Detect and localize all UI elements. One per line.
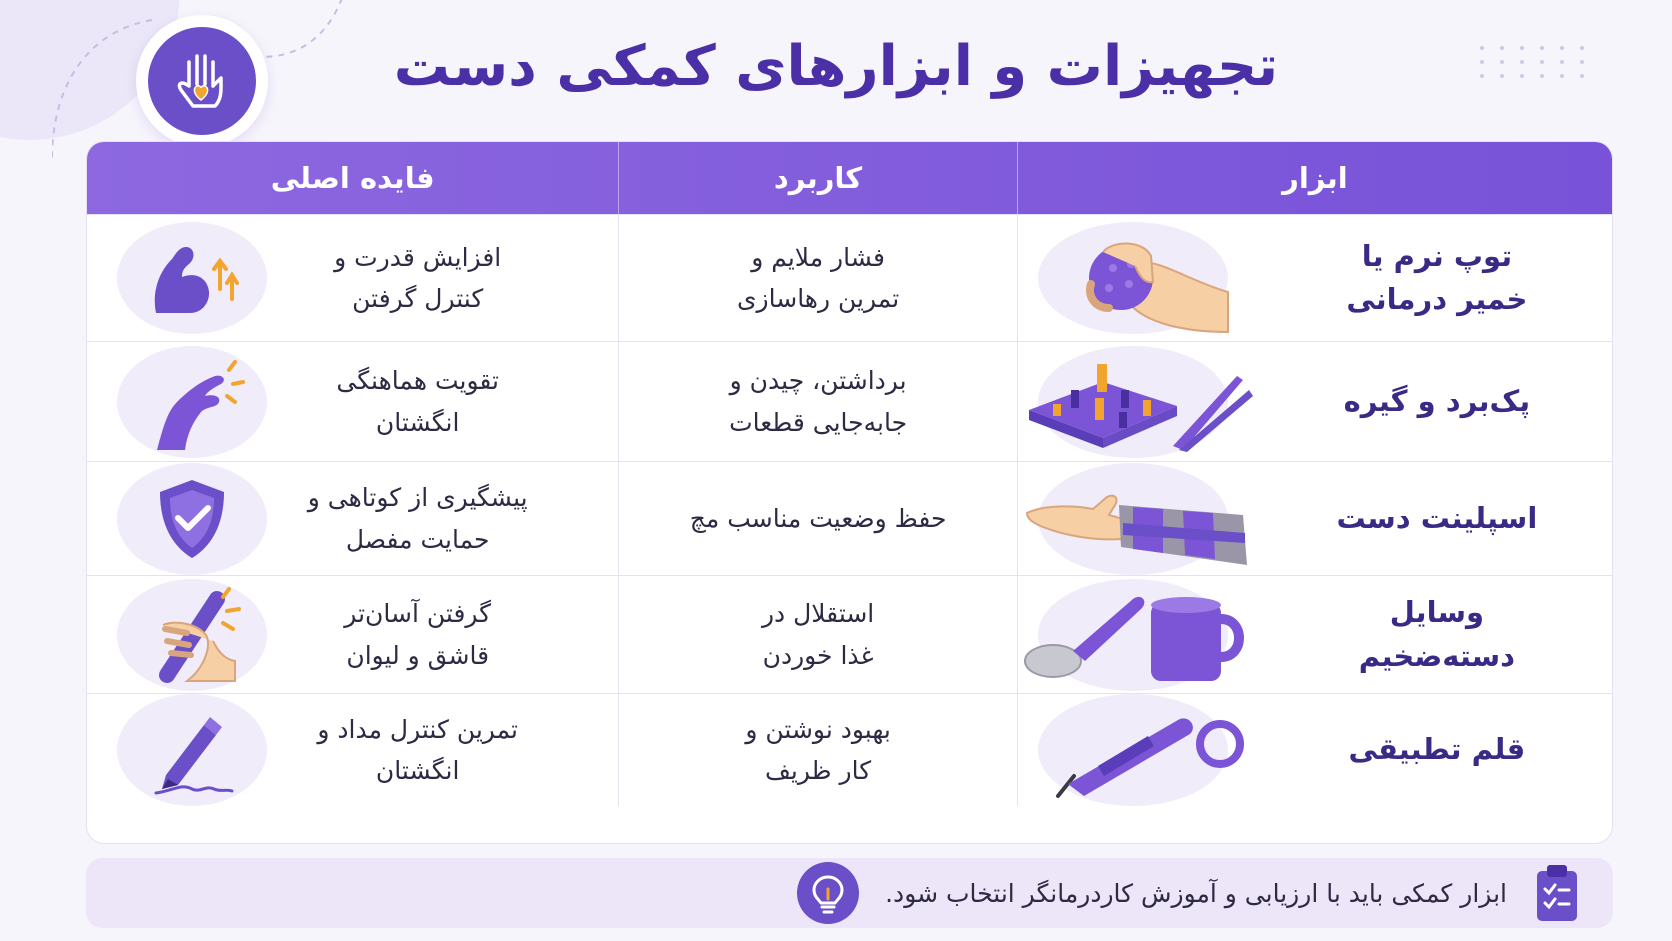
pegboard-tweezers-icon bbox=[1023, 346, 1253, 458]
benefit-text: پیشگیری از کوتاهی و حمایت مفصل bbox=[307, 483, 528, 554]
tool-image bbox=[1018, 694, 1258, 806]
clipboard-check-icon bbox=[1533, 863, 1581, 923]
use-text: حفظ وضعیت مناسب مچ bbox=[689, 503, 947, 533]
tool-image bbox=[1018, 222, 1258, 334]
shield-check-icon bbox=[152, 474, 232, 564]
tool-name: توپ نرم یا خمیر درمانی bbox=[1346, 238, 1528, 316]
tool-name: وسایل دسته‌ضخیم bbox=[1358, 595, 1516, 673]
header-tool: ابزار bbox=[1282, 161, 1348, 195]
use-text: فشار ملایم و تمرین رهاسازی bbox=[736, 242, 900, 313]
page-title: تجهیزات و ابزارهای کمکی دست bbox=[393, 34, 1279, 99]
pencil-writing-icon bbox=[142, 705, 242, 795]
benefit-text: تقویت هماهنگی انگشتان bbox=[336, 366, 499, 437]
flexed-arm-icon bbox=[142, 233, 242, 323]
tool-name: اسپلینت دست bbox=[1336, 500, 1538, 535]
benefit-text: افزایش قدرت و کنترل گرفتن bbox=[334, 242, 502, 313]
footer-note bbox=[86, 858, 1613, 928]
benefit-text: گرفتن آسان‌تر قاشق و لیوان bbox=[344, 599, 492, 670]
footer-text: ابزار کمکی باید با ارزیابی و آموزش کاردرمانگر انتخاب شود. bbox=[885, 878, 1507, 908]
table-row bbox=[87, 693, 1612, 806]
header-benefit: فایده اصلی bbox=[270, 161, 435, 195]
use-text: استقلال در غذا خوردن bbox=[761, 599, 875, 670]
tool-name: پک‌برد و گیره bbox=[1343, 383, 1531, 418]
table-row bbox=[87, 341, 1612, 461]
dot-grid-decoration bbox=[1474, 46, 1584, 78]
use-text: برداشتن، چیدن و جابه‌جایی قطعات bbox=[729, 366, 908, 437]
table-header bbox=[87, 142, 1612, 214]
hand-heart-icon bbox=[167, 46, 237, 116]
squeeze-ball-hand-icon bbox=[1043, 222, 1233, 334]
pinch-fingers-icon bbox=[137, 352, 247, 452]
table-row bbox=[87, 214, 1612, 341]
tool-image bbox=[1018, 346, 1258, 458]
tool-image bbox=[1018, 579, 1258, 691]
use-text: بهبود نوشتن و کار ظریف bbox=[745, 714, 891, 785]
benefit-text: تمرین کنترل مداد و انگشتان bbox=[317, 714, 519, 785]
header-use: کاربرد bbox=[618, 142, 1017, 214]
thick-spoon-mug-icon bbox=[1023, 585, 1253, 685]
hand-grip-icon bbox=[137, 585, 247, 685]
tool-name: قلم تطبیقی bbox=[1348, 732, 1526, 767]
table-row bbox=[87, 461, 1612, 575]
tool-image bbox=[1018, 463, 1258, 575]
logo bbox=[136, 15, 268, 147]
lightbulb-icon bbox=[808, 871, 848, 915]
wrist-splint-icon bbox=[1023, 469, 1253, 569]
table-row bbox=[87, 575, 1612, 693]
adaptive-pen-icon bbox=[1028, 700, 1248, 800]
tools-table bbox=[86, 141, 1613, 844]
